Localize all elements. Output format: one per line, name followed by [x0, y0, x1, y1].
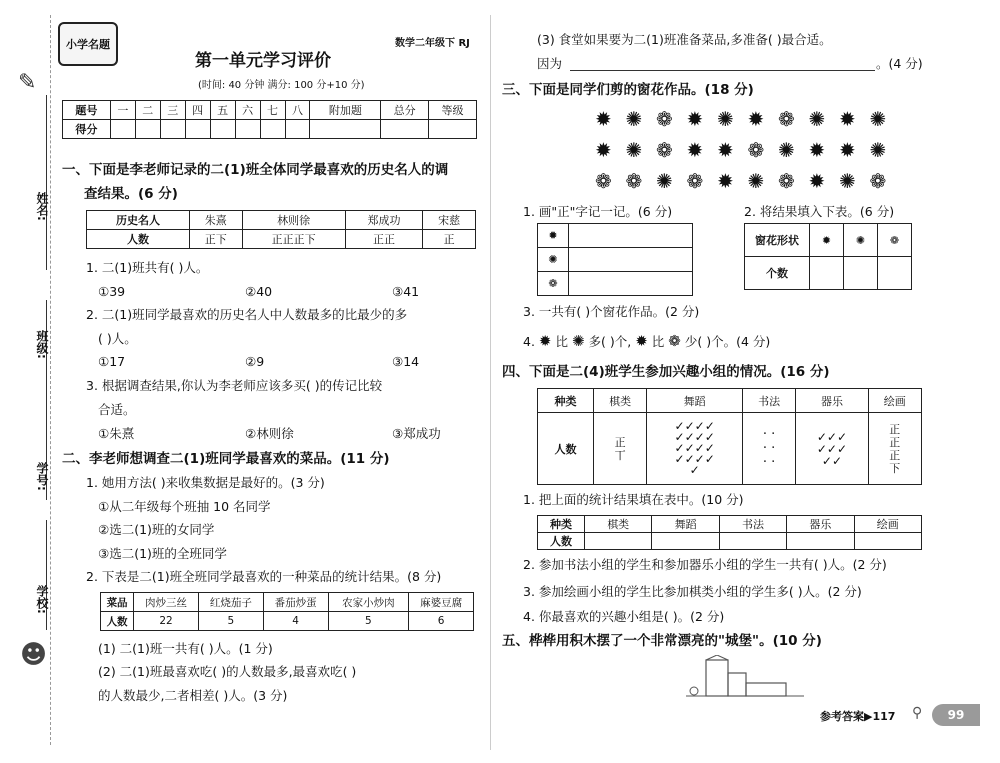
painting-tally: 正 正 正 下 — [868, 413, 921, 485]
count-input[interactable] — [810, 257, 844, 290]
s4-q2: 2. 参加书法小组的学生和参加器乐小组的学生一共有( )人。(2 分) — [523, 557, 887, 572]
window-flower-icon: ✺ — [778, 138, 795, 162]
option[interactable]: ①从二年级每个班抽 10 名同学 — [98, 499, 271, 514]
flower-type-b-icon: ✺ — [571, 332, 585, 350]
score-cell[interactable] — [310, 120, 381, 139]
ig-header: 棋类 — [594, 389, 647, 413]
window-flower-icon: ✹ — [686, 138, 704, 162]
is-header: 器乐 — [787, 516, 854, 533]
score-header: 题号 — [63, 101, 111, 120]
count-input[interactable] — [878, 257, 912, 290]
logo-badge — [58, 22, 118, 66]
window-flower-icon: ❁ — [595, 169, 612, 193]
section2-heading: 二、李老师想调查二(1)班同学最喜欢的菜品。(11 分) — [62, 451, 390, 467]
score-header: 附加题 — [310, 101, 381, 120]
flower-type-a-icon: ✹ — [810, 224, 844, 257]
page-number-badge — [932, 704, 980, 726]
flower-type-b-icon: ✺ — [844, 224, 878, 257]
score-cell[interactable] — [110, 120, 135, 139]
hf-header: 郑成功 — [345, 211, 423, 230]
flower-type-b-icon: ✺ — [548, 253, 558, 266]
score-header: 等级 — [429, 101, 477, 120]
tally-input[interactable] — [569, 224, 693, 248]
tally-input[interactable] — [569, 248, 693, 272]
tally-cell: 正正 — [345, 230, 423, 249]
tally-cell: 正 — [423, 230, 476, 249]
window-flower-icon: ✺ — [869, 107, 887, 131]
summary-input[interactable] — [585, 533, 652, 550]
window-flower-icon: ✺ — [869, 138, 887, 162]
flower-type-a-cell — [538, 224, 569, 248]
dish-header: 番茄炒蛋 — [263, 593, 328, 612]
book-label: 数学二年级下 RJ — [395, 38, 470, 49]
score-cell[interactable] — [235, 120, 260, 139]
page-number: 99 — [947, 708, 965, 722]
school-label: 学校: — [35, 585, 49, 614]
flower-shape-label: 窗花形状 — [745, 224, 810, 257]
answer-line[interactable] — [570, 70, 875, 71]
magnifier-icon: ⚲ — [912, 705, 923, 721]
score-cell[interactable] — [285, 120, 310, 139]
dance-checkmarks: ✓✓✓✓ ✓✓✓✓ ✓✓✓✓ ✓✓✓✓ ✓ — [647, 413, 743, 485]
window-flower-icon: ✺ — [747, 169, 765, 193]
exam-meta: (时间: 40 分钟 满分: 100 分+10 分) — [198, 80, 365, 91]
is-header: 舞蹈 — [652, 516, 719, 533]
flower-tally-table — [537, 223, 693, 296]
s2-p3-because: 因为 — [537, 56, 563, 71]
score-cell[interactable] — [210, 120, 235, 139]
score-cell[interactable] — [381, 120, 429, 139]
window-flower-icon: ✹ — [839, 107, 856, 131]
dish-count: 4 — [263, 612, 328, 631]
score-header: 二 — [135, 101, 160, 120]
option[interactable]: ①17 — [98, 354, 126, 369]
chess-tally: 正 丅 — [594, 413, 647, 485]
section3-heading: 三、下面是同学们剪的窗花作品。(18 分) — [502, 82, 754, 98]
dashed-cut-line — [50, 15, 51, 745]
historical-figures-table — [86, 210, 476, 249]
section1-heading-cont: 查结果。(6 分) — [84, 186, 178, 202]
s3-q2: 2. 将结果填入下表。(6 分) — [744, 204, 895, 219]
window-flower-icon: ✺ — [717, 107, 734, 131]
s3-q1: 1. 画"正"字记一记。(6 分) — [523, 204, 673, 219]
option[interactable]: ③14 — [392, 354, 420, 369]
mascot-icon: ☻ — [20, 640, 48, 670]
is-row-label: 人数 — [538, 533, 585, 550]
window-flower-icon: ✹ — [717, 138, 734, 162]
tally-input[interactable] — [569, 272, 693, 296]
window-flower-icon: ✹ — [717, 169, 734, 193]
s1-q1: 1. 二(1)班共有( )人。 — [86, 260, 209, 275]
score-table — [62, 100, 477, 139]
pencil-icon: ✎ — [18, 70, 37, 95]
window-flower-icon: ❁ — [747, 138, 765, 162]
dish-header: 红烧茄子 — [198, 593, 263, 612]
score-cell[interactable] — [260, 120, 285, 139]
score-header: 五 — [210, 101, 235, 120]
window-flower-icon: ✹ — [808, 138, 826, 162]
window-flower-icon: ✺ — [625, 138, 643, 162]
window-flower-icon: ❁ — [778, 169, 795, 193]
window-flower-icon: ❁ — [625, 169, 643, 193]
window-flower-icon: ✹ — [808, 169, 826, 193]
score-header: 七 — [260, 101, 285, 120]
student-number-label: 学号: — [35, 462, 49, 491]
hf-row-label: 人数 — [87, 230, 190, 249]
score-row-label: 得分 — [63, 120, 111, 139]
dish-count: 6 — [409, 612, 474, 631]
score-header: 八 — [285, 101, 310, 120]
hf-header: 历史名人 — [87, 211, 190, 230]
s3-q4-num: 4. — [523, 334, 535, 349]
s4-q1: 1. 把上面的统计结果填在表中。(10 分) — [523, 492, 744, 507]
section5-heading: 五、桦桦用积木摆了一个非常漂亮的"城堡"。(10 分) — [502, 633, 822, 649]
option[interactable]: ②9 — [245, 354, 265, 369]
flower-type-c-cell — [538, 272, 569, 296]
dish-count: 5 — [328, 612, 409, 631]
s3-q3: 3. 一共有( )个窗花作品。(2 分) — [523, 304, 700, 319]
dish-header: 麻婆豆腐 — [409, 593, 474, 612]
option[interactable]: ③选二(1)班的全班同学 — [98, 546, 227, 561]
answer-reference — [820, 708, 895, 724]
hf-header: 朱熹 — [189, 211, 242, 230]
is-header: 绘画 — [854, 516, 921, 533]
ig-header: 器乐 — [796, 389, 868, 413]
flower-type-c-icon: ❁ — [548, 277, 558, 290]
hf-header: 林则徐 — [242, 211, 345, 230]
score-header: 总分 — [381, 101, 429, 120]
s3-q4-than2: 比 — [651, 334, 665, 349]
option[interactable]: ③郑成功 — [392, 426, 441, 441]
s1-q2: 2. 二(1)班同学最喜欢的历史名人中人数最多的比最少的多 — [86, 307, 408, 322]
hf-header: 宋慈 — [423, 211, 476, 230]
flower-count-label: 个数 — [745, 257, 810, 290]
option[interactable]: ②40 — [245, 284, 273, 299]
is-header: 书法 — [719, 516, 786, 533]
window-flower-icon: ✹ — [839, 138, 856, 162]
window-flower-icon: ✺ — [808, 107, 826, 131]
score-header: 六 — [235, 101, 260, 120]
is-header: 种类 — [538, 516, 585, 533]
class-label: 班级: — [35, 330, 49, 359]
calligraphy-dots: · · · · · · — [742, 413, 795, 485]
window-flower-icon: ✹ — [747, 107, 765, 131]
flower-type-a-icon: ✹ — [548, 229, 558, 242]
summary-input[interactable] — [652, 533, 719, 550]
dish-count: 22 — [134, 612, 199, 631]
ig-header: 绘画 — [868, 389, 921, 413]
s3-q4 — [523, 333, 770, 350]
s3-q4-less: 少( )个。(4 分) — [684, 334, 771, 349]
ig-header: 舞蹈 — [647, 389, 743, 413]
s2-p2: (2) 二(1)班最喜欢吃( )的人数最多,最喜欢吃( ) — [98, 664, 357, 679]
score-cell[interactable] — [429, 120, 477, 139]
ig-header: 种类 — [538, 389, 594, 413]
column-divider — [490, 15, 491, 750]
interest-group-table — [537, 388, 922, 485]
option[interactable]: ③41 — [392, 284, 420, 299]
is-header: 棋类 — [585, 516, 652, 533]
score-header: 三 — [160, 101, 185, 120]
window-flower-icon: ❁ — [686, 169, 704, 193]
summary-input[interactable] — [719, 533, 786, 550]
dish-header: 肉炒三丝 — [134, 593, 199, 612]
name-label: 姓名: — [35, 192, 49, 221]
interest-summary-table — [537, 515, 922, 550]
option[interactable]: ①朱熹 — [98, 426, 135, 441]
s3-q4-more: 多( )个, — [588, 334, 632, 349]
option[interactable]: ②选二(1)班的女同学 — [98, 522, 215, 537]
page-title: 第一单元学习评价 — [195, 51, 331, 71]
score-header: 一 — [110, 101, 135, 120]
count-input[interactable] — [844, 257, 878, 290]
flower-count-table — [744, 223, 912, 290]
summary-input[interactable] — [854, 533, 921, 550]
flower-type-c-icon: ❁ — [668, 332, 681, 350]
s2-p3-points: 。(4 分) — [876, 56, 923, 71]
option[interactable]: ①39 — [98, 284, 126, 299]
s4-q4: 4. 你最喜欢的兴趣小组是( )。(2 分) — [523, 609, 725, 624]
ig-header: 书法 — [742, 389, 795, 413]
s1-q2-cont: ( )人。 — [98, 331, 137, 346]
window-flower-icon: ❁ — [778, 107, 795, 131]
option[interactable]: ②林则徐 — [245, 426, 294, 441]
window-flower-icon: ✹ — [595, 138, 612, 162]
flower-type-c-icon: ❁ — [878, 224, 912, 257]
flower-type-a-icon: ✹ — [538, 332, 552, 350]
s2-q2: 2. 下表是二(1)班全班同学最喜欢的一种菜品的统计结果。(8 分) — [86, 569, 442, 584]
window-flower-icon: ✺ — [625, 107, 643, 131]
flower-type-b-cell — [538, 248, 569, 272]
logo-text: 小学名题 — [66, 38, 110, 51]
s2-p3: (3) 食堂如果要为二(1)班准备菜品,多准备( )最合适。 — [537, 32, 832, 47]
window-flower-icon: ❁ — [656, 138, 673, 162]
dish-count: 5 — [198, 612, 263, 631]
score-cell[interactable] — [135, 120, 160, 139]
window-flower-icon: ✹ — [686, 107, 704, 131]
s4-q3: 3. 参加绘画小组的学生比参加棋类小组的学生多( )人。(2 分) — [523, 584, 862, 599]
section1-heading: 一、下面是李老师记录的二(1)班全体同学最喜欢的历史名人的调 — [62, 162, 449, 178]
dishes-table — [100, 592, 474, 631]
s2-q1: 1. 她用方法( )来收集数据是最好的。(3 分) — [86, 475, 325, 490]
window-flower-icon: ✺ — [839, 169, 856, 193]
castle-illustration — [686, 655, 806, 700]
section4-heading: 四、下面是二(4)班学生参加兴趣小组的情况。(16 分) — [502, 364, 830, 380]
score-cell[interactable] — [185, 120, 210, 139]
summary-input[interactable] — [787, 533, 854, 550]
dish-header: 菜品 — [101, 593, 134, 612]
score-header: 四 — [185, 101, 210, 120]
s3-q4-than: 比 — [555, 334, 568, 349]
window-flower-icon: ❁ — [656, 107, 673, 131]
flower-type-a-icon: ✹ — [635, 332, 648, 350]
window-flower-icon: ✺ — [656, 169, 673, 193]
window-flower-icon: ❁ — [869, 169, 887, 193]
s2-p1: (1) 二(1)班一共有( )人。(1 分) — [98, 641, 273, 656]
answer-reference-text: 参考答案▶117 — [820, 710, 896, 723]
ig-row-label: 人数 — [538, 413, 594, 485]
tally-cell: 正正正下 — [242, 230, 345, 249]
s2-p2-cont: 的人数最少,二者相差( )人。(3 分) — [98, 688, 288, 703]
tally-cell: 正下 — [189, 230, 242, 249]
s1-q3-cont: 合适。 — [98, 402, 136, 417]
window-flower-icon: ✹ — [595, 107, 612, 131]
dish-header: 农家小炒肉 — [328, 593, 409, 612]
s1-q3: 3. 根据调查结果,你认为李老师应该多买( )的传记比较 — [86, 378, 383, 393]
score-cell[interactable] — [160, 120, 185, 139]
dish-row-label: 人数 — [101, 612, 134, 631]
music-checkmarks: ✓✓✓ ✓✓✓ ✓✓ — [796, 413, 868, 485]
